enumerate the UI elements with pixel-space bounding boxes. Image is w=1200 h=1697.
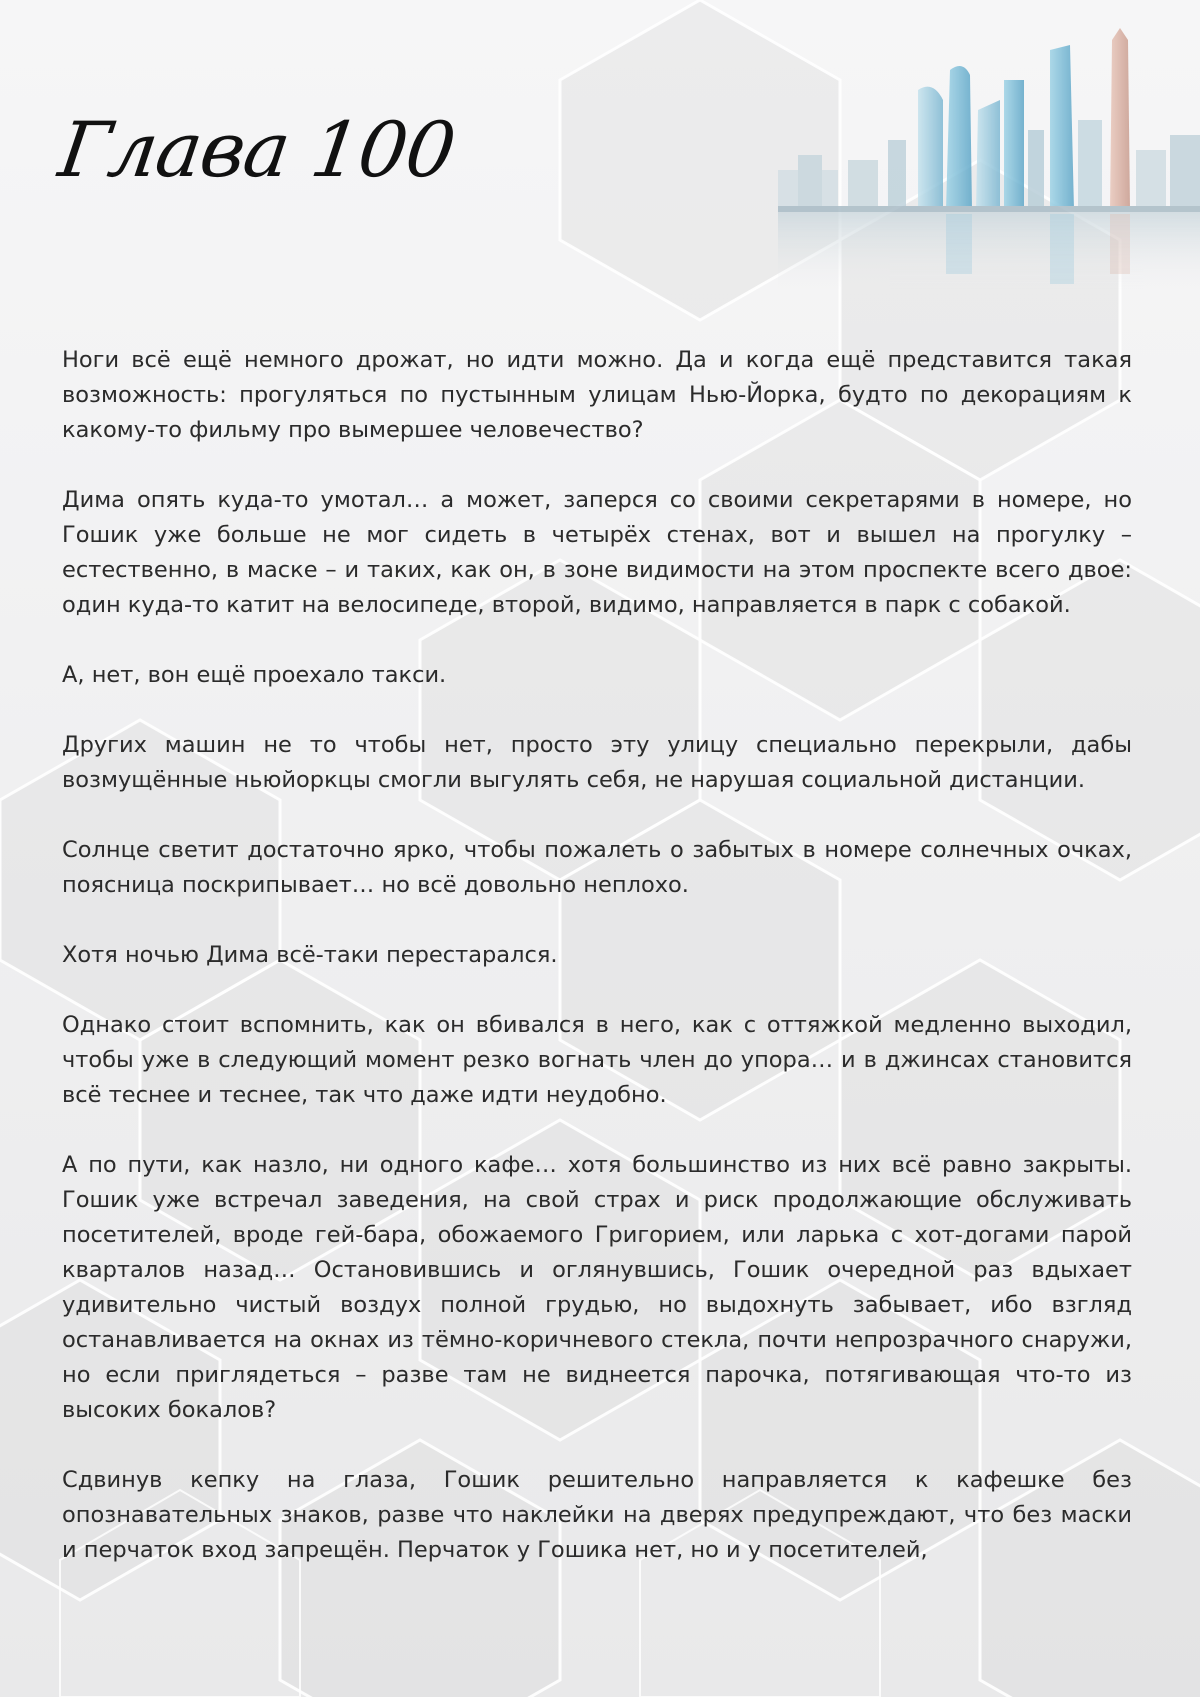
chapter-body <box>62 343 1132 1603</box>
chapter-title: Глава 100 <box>53 105 461 194</box>
paragraph: Однако стоит вспомнить, как он вбивался в него, как с оттяжкой медленно выходил, чтобы уже в следующий момент резко вогнать член до упора… и в джинсах становится всё теснее и теснее, так что даже идти неудобно. <box>62 1012 1132 1108</box>
paragraph: Сдвинув кепку на глаза, Гошик решительно направляется к кафешке без опознавательных знаков, разве что наклейки на дверях предупреждают, что без маски и перчаток вход запрещён. Перчаток у Гошика нет, но и у посетителей, <box>62 1467 1132 1563</box>
paragraph: Хотя ночью Дима всё-таки перестарался. <box>62 942 558 968</box>
paragraph: А, нет, вон ещё проехало такси. <box>62 662 447 688</box>
paragraph: А по пути, как назло, ни одного кафе… хотя большинство из них всё равно закрыты. Гошик уже встречал заведения, на свой страх и риск продолжающие обслуживать посетителей, вроде гей-бара, обожаемого Григорием, или ларька с хот-догами парой кварталов назад… Остановившись и оглянувшись, Гошик очередной раз вдыхает удивительно чистый воздух полной грудью, но выдохнуть забывает, ибо взгляд останавливается на окнах из тёмно-коричневого стекла, почти непрозрачного снаружи, но если приглядеться – разве там не виднеется парочка, потягивающая что-то из высоких бокалов? <box>62 1152 1132 1423</box>
paragraph: Других машин не то чтобы нет, просто эту улицу специально перекрыли, дабы возмущённые ньюйоркцы смогли выгулять себя, не нарушая социальной дистанции. <box>62 732 1132 793</box>
paragraph: Ноги всё ещё немного дрожат, но идти можно. Да и когда ещё представится такая возможность: прогуляться по пустынным улицам Нью-Йорка, будто по декорациям к какому-то фильму про вымершее человечество? <box>62 347 1132 443</box>
paragraph: Дима опять куда-то умотал… а может, заперся со своими секретарями в номере, но Гошик уже больше не мог сидеть в четырёх стенах, вот и вышел на прогулку – естественно, в маске – и таких, как он, в зоне видимости на этом проспекте всего двое: один куда-то катит на велосипеде, второй, видимо, направляется в парк с собакой. <box>62 487 1132 618</box>
paragraph: Солнце светит достаточно ярко, чтобы пожалеть о забытых в номере солнечных очках, поясница поскрипывает… но всё довольно неплохо. <box>62 837 1132 898</box>
